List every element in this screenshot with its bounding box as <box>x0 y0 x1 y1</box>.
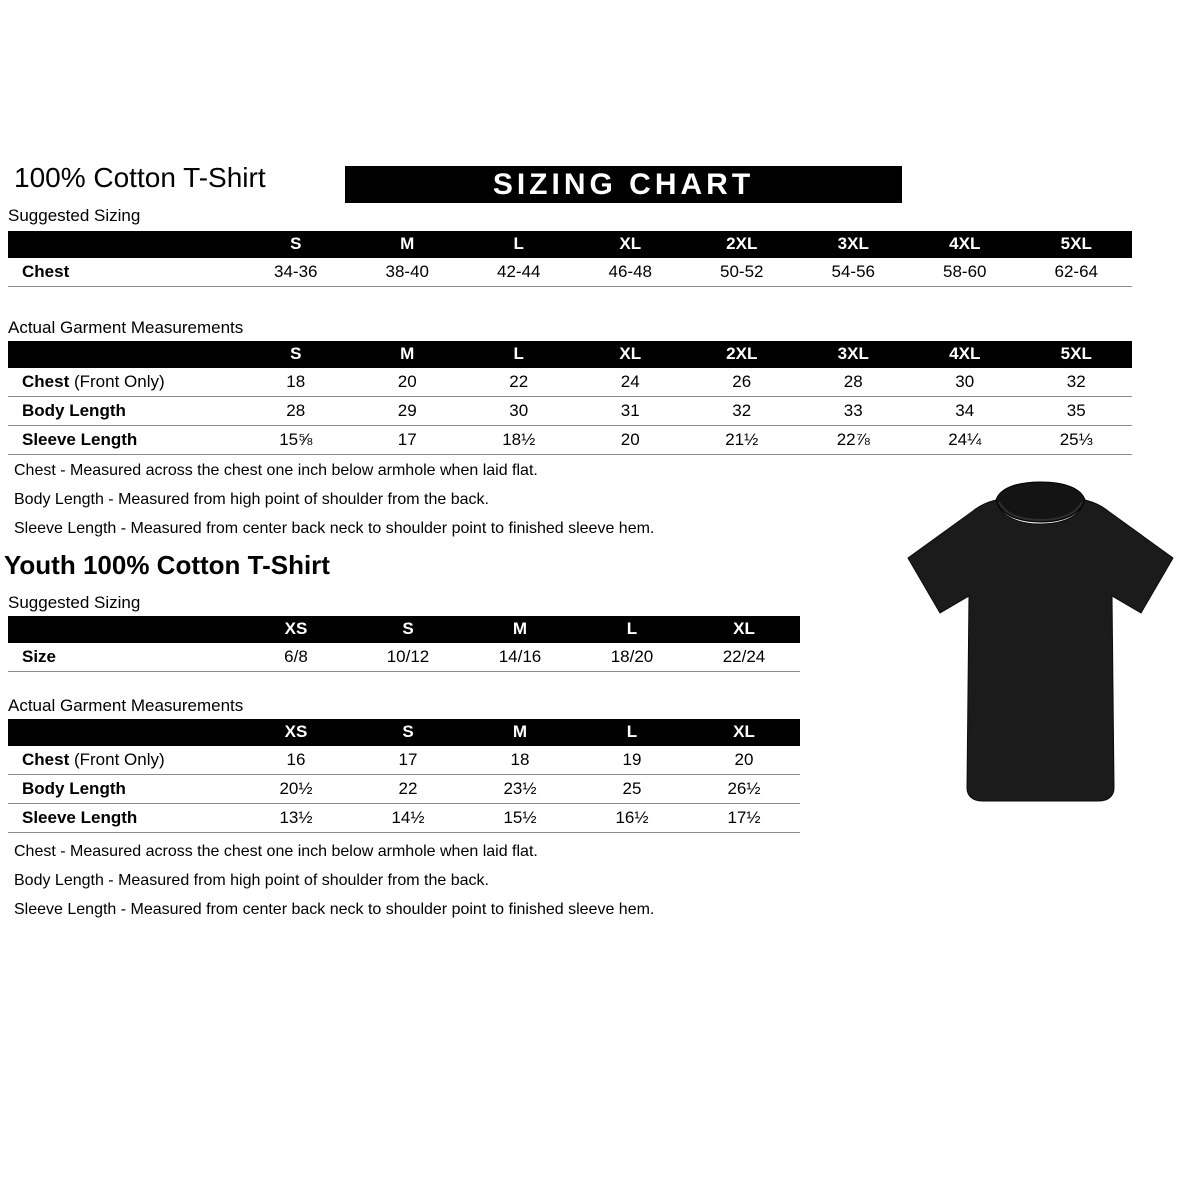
value-cell: 26½ <box>688 775 800 804</box>
value-cell: 14/16 <box>464 643 576 672</box>
tshirt-collar <box>996 482 1085 522</box>
value-cell: 19 <box>576 746 688 775</box>
value-cell: 26 <box>686 368 798 397</box>
value-cell: 6/8 <box>240 643 352 672</box>
corner-cell <box>8 341 240 368</box>
size-header-cell: 4XL <box>909 341 1021 368</box>
value-cell: 24 <box>575 368 687 397</box>
chest-note: Chest - Measured across the chest one inch below armhole when laid flat. <box>14 843 538 860</box>
value-cell: 50-52 <box>686 258 798 287</box>
sleeve-length-note: Sleeve Length - Measured from center back neck to shoulder point to finished sleeve hem. <box>14 520 655 537</box>
value-cell: 38-40 <box>352 258 464 287</box>
value-cell: 34 <box>909 397 1021 426</box>
adult-suggested-sizing-label: Suggested Sizing <box>8 206 141 225</box>
size-header-cell: L <box>463 231 575 258</box>
row-label-cell <box>8 426 240 455</box>
size-header-cell: L <box>576 719 688 746</box>
youth-notes <box>14 843 834 930</box>
value-cell: 16 <box>240 746 352 775</box>
size-header-cell: M <box>464 616 576 643</box>
value-cell: 54-56 <box>798 258 910 287</box>
size-header-cell: M <box>464 719 576 746</box>
size-header-cell: XS <box>240 719 352 746</box>
row-label: Chest <box>22 262 70 281</box>
value-cell: 20 <box>575 426 687 455</box>
value-cell: 46-48 <box>575 258 687 287</box>
tshirt-body <box>908 500 1173 801</box>
value-cell: 35 <box>1021 397 1133 426</box>
table-row <box>8 397 1132 426</box>
row-label-suffix: (Front Only) <box>69 750 165 769</box>
value-cell: 18 <box>464 746 576 775</box>
value-cell: 15⅝ <box>240 426 352 455</box>
value-cell: 29 <box>352 397 464 426</box>
size-header-cell: 3XL <box>798 231 910 258</box>
size-header-cell: 3XL <box>798 341 910 368</box>
size-header-cell: S <box>352 719 464 746</box>
youth-actual-measurements-table <box>8 719 800 833</box>
table-row <box>8 746 800 775</box>
size-header-cell: XL <box>575 341 687 368</box>
size-table <box>8 719 800 833</box>
value-cell: 20½ <box>240 775 352 804</box>
row-label-cell <box>8 397 240 426</box>
body-length-note: Body Length - Measured from high point of shoulder from the back. <box>14 491 489 508</box>
value-cell: 20 <box>352 368 464 397</box>
table-row <box>8 775 800 804</box>
size-header-cell: XL <box>688 719 800 746</box>
value-cell: 20 <box>688 746 800 775</box>
size-header-cell: S <box>240 231 352 258</box>
row-label-cell <box>8 643 240 672</box>
size-header-cell: M <box>352 341 464 368</box>
corner-cell <box>8 719 240 746</box>
value-cell: 22 <box>352 775 464 804</box>
row-label: Size <box>22 647 57 666</box>
table-header-row <box>8 231 1132 258</box>
tshirt-svg <box>893 476 1188 816</box>
row-label-cell <box>8 368 240 397</box>
row-label: Sleeve Length <box>22 430 138 449</box>
value-cell: 58-60 <box>909 258 1021 287</box>
value-cell: 34-36 <box>240 258 352 287</box>
size-header-cell: XL <box>688 616 800 643</box>
row-label: Sleeve Length <box>22 808 138 827</box>
sizing-chart-banner: SIZING CHART <box>345 166 902 203</box>
tshirt-image <box>893 476 1188 816</box>
row-label: Body Length <box>22 401 126 420</box>
value-cell: 17½ <box>688 804 800 833</box>
value-cell: 21½ <box>686 426 798 455</box>
value-cell: 42-44 <box>463 258 575 287</box>
row-label-cell <box>8 746 240 775</box>
value-cell: 31 <box>575 397 687 426</box>
value-cell: 23½ <box>464 775 576 804</box>
value-cell: 17 <box>352 746 464 775</box>
table-row <box>8 368 1132 397</box>
size-header-cell: L <box>463 341 575 368</box>
value-cell: 33 <box>798 397 910 426</box>
table-row <box>8 258 1132 287</box>
value-cell: 25⅓ <box>1021 426 1133 455</box>
size-table <box>8 231 1132 287</box>
value-cell: 22 <box>463 368 575 397</box>
value-cell: 17 <box>352 426 464 455</box>
row-label: Body Length <box>22 779 126 798</box>
value-cell: 15½ <box>464 804 576 833</box>
sleeve-length-note: Sleeve Length - Measured from center back neck to shoulder point to finished sleeve hem. <box>14 901 655 918</box>
row-label-cell <box>8 258 240 287</box>
table-header-row <box>8 719 800 746</box>
table-header-row <box>8 341 1132 368</box>
adult-actual-measurements-label: Actual Garment Measurements <box>8 318 244 337</box>
size-header-cell: S <box>352 616 464 643</box>
adult-notes <box>14 462 834 549</box>
value-cell: 14½ <box>352 804 464 833</box>
row-label: Chest <box>22 750 70 769</box>
table-header-row <box>8 616 800 643</box>
size-table <box>8 341 1132 455</box>
size-header-cell: XS <box>240 616 352 643</box>
youth-title: Youth 100% Cotton T-Shirt <box>4 550 330 580</box>
value-cell: 30 <box>909 368 1021 397</box>
value-cell: 22⅞ <box>798 426 910 455</box>
size-header-cell: 2XL <box>686 231 798 258</box>
size-table <box>8 616 800 672</box>
size-header-cell: L <box>576 616 688 643</box>
size-header-cell: M <box>352 231 464 258</box>
value-cell: 16½ <box>576 804 688 833</box>
table-row <box>8 643 800 672</box>
row-label: Chest <box>22 372 70 391</box>
size-header-cell: 5XL <box>1021 341 1133 368</box>
table-row <box>8 426 1132 455</box>
youth-suggested-sizing-label: Suggested Sizing <box>8 593 141 612</box>
body-length-note: Body Length - Measured from high point of shoulder from the back. <box>14 872 489 889</box>
table-row <box>8 804 800 833</box>
size-header-cell: S <box>240 341 352 368</box>
page-title: 100% Cotton T-Shirt <box>14 162 266 193</box>
value-cell: 24¼ <box>909 426 1021 455</box>
corner-cell <box>8 616 240 643</box>
size-header-cell: 4XL <box>909 231 1021 258</box>
youth-suggested-sizing-table <box>8 616 800 672</box>
value-cell: 28 <box>240 397 352 426</box>
adult-actual-measurements-table <box>8 341 1132 455</box>
value-cell: 62-64 <box>1021 258 1133 287</box>
size-header-cell: XL <box>575 231 687 258</box>
value-cell: 18½ <box>463 426 575 455</box>
value-cell: 18/20 <box>576 643 688 672</box>
value-cell: 13½ <box>240 804 352 833</box>
youth-actual-measurements-label: Actual Garment Measurements <box>8 696 244 715</box>
value-cell: 10/12 <box>352 643 464 672</box>
value-cell: 32 <box>686 397 798 426</box>
row-label-suffix: (Front Only) <box>69 372 165 391</box>
value-cell: 18 <box>240 368 352 397</box>
value-cell: 22/24 <box>688 643 800 672</box>
row-label-cell <box>8 804 240 833</box>
size-header-cell: 5XL <box>1021 231 1133 258</box>
corner-cell <box>8 231 240 258</box>
value-cell: 30 <box>463 397 575 426</box>
adult-suggested-sizing-table <box>8 231 1132 287</box>
value-cell: 28 <box>798 368 910 397</box>
size-header-cell: 2XL <box>686 341 798 368</box>
chest-note: Chest - Measured across the chest one inch below armhole when laid flat. <box>14 462 538 479</box>
value-cell: 25 <box>576 775 688 804</box>
row-label-cell <box>8 775 240 804</box>
value-cell: 32 <box>1021 368 1133 397</box>
